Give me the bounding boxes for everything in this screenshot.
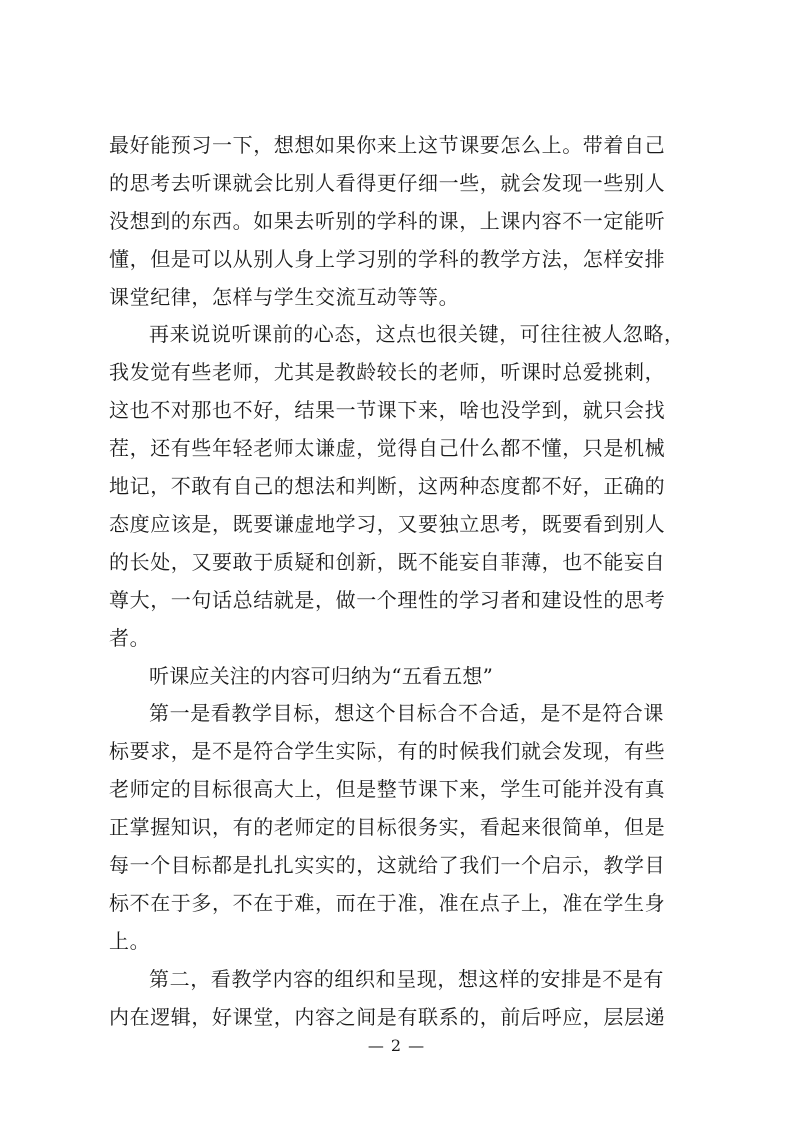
body-text-line: 懂，但是可以从别人身上学习别的学科的教学方法，怎样安排 xyxy=(109,247,666,271)
body-text-line: 老师定的目标很高大上，但是整节课下来，学生可能并没有真 xyxy=(109,777,666,801)
body-text-line: 态度应该是，既要谦虚地学习，又要独立思考，既要看到别人 xyxy=(109,512,666,536)
body-text-line: 内在逻辑，好课堂，内容之间是有联系的，前后呼应，层层递 xyxy=(109,1005,666,1029)
body-text-line: 者。 xyxy=(109,626,151,650)
body-text-line: 我发觉有些老师，尤其是教龄较长的老师，听课时总爱挑刺， xyxy=(109,360,666,384)
paragraph-start-line: 第二，看教学内容的组织和呈现，想这样的安排是不是有 xyxy=(149,967,664,991)
body-text-line: 课堂纪律，怎样与学生交流互动等等。 xyxy=(109,285,460,309)
section-heading: 听课应关注的内容可归纳为“五看五想” xyxy=(149,664,494,688)
body-text-line: 茬，还有些年轻老师太谦虚，觉得自己什么都不懂，只是机械 xyxy=(109,436,666,460)
body-text-line: 没想到的东西。如果去听别的学科的课，上课内容不一定能听 xyxy=(109,209,666,233)
body-text-line: 上。 xyxy=(109,929,151,953)
paragraph-start-line: 第一是看教学目标，想这个目标合不合适，是不是符合课 xyxy=(149,701,664,725)
body-text-line: 地记，不敢有自己的想法和判断，这两种态度都不好，正确的 xyxy=(109,474,666,498)
body-text-line: 的思考去听课就会比别人看得更仔细一些，就会发现一些别人 xyxy=(109,171,666,195)
body-text-line: 标不在于多，不在于难，而在于准，准在点子上，准在学生身 xyxy=(109,891,666,915)
body-text-line: 尊大，一句话总结就是，做一个理性的学习者和建设性的思考 xyxy=(109,588,666,612)
body-text-line: 正掌握知识，有的老师定的目标很务实，看起来很简单，但是 xyxy=(109,815,666,839)
body-text-line: 的长处，又要敢于质疑和创新，既不能妄自菲薄，也不能妄自 xyxy=(109,550,666,574)
body-text-line: 标要求，是不是符合学生实际，有的时候我们就会发现，有些 xyxy=(109,739,666,763)
paragraph-start-line: 再来说说听课前的心态，这点也很关键，可往往被人忽略， xyxy=(149,322,685,346)
body-text-line: 每一个目标都是扎扎实实的，这就给了我们一个启示，教学目 xyxy=(109,853,666,877)
body-text-line: 这也不对那也不好，结果一节课下来，啥也没学到，就只会找 xyxy=(109,398,666,422)
body-text-line: 最好能预习一下，想想如果你来上这节课要怎么上。带着自己 xyxy=(109,133,666,157)
page-number: — 2 — xyxy=(367,1036,426,1055)
